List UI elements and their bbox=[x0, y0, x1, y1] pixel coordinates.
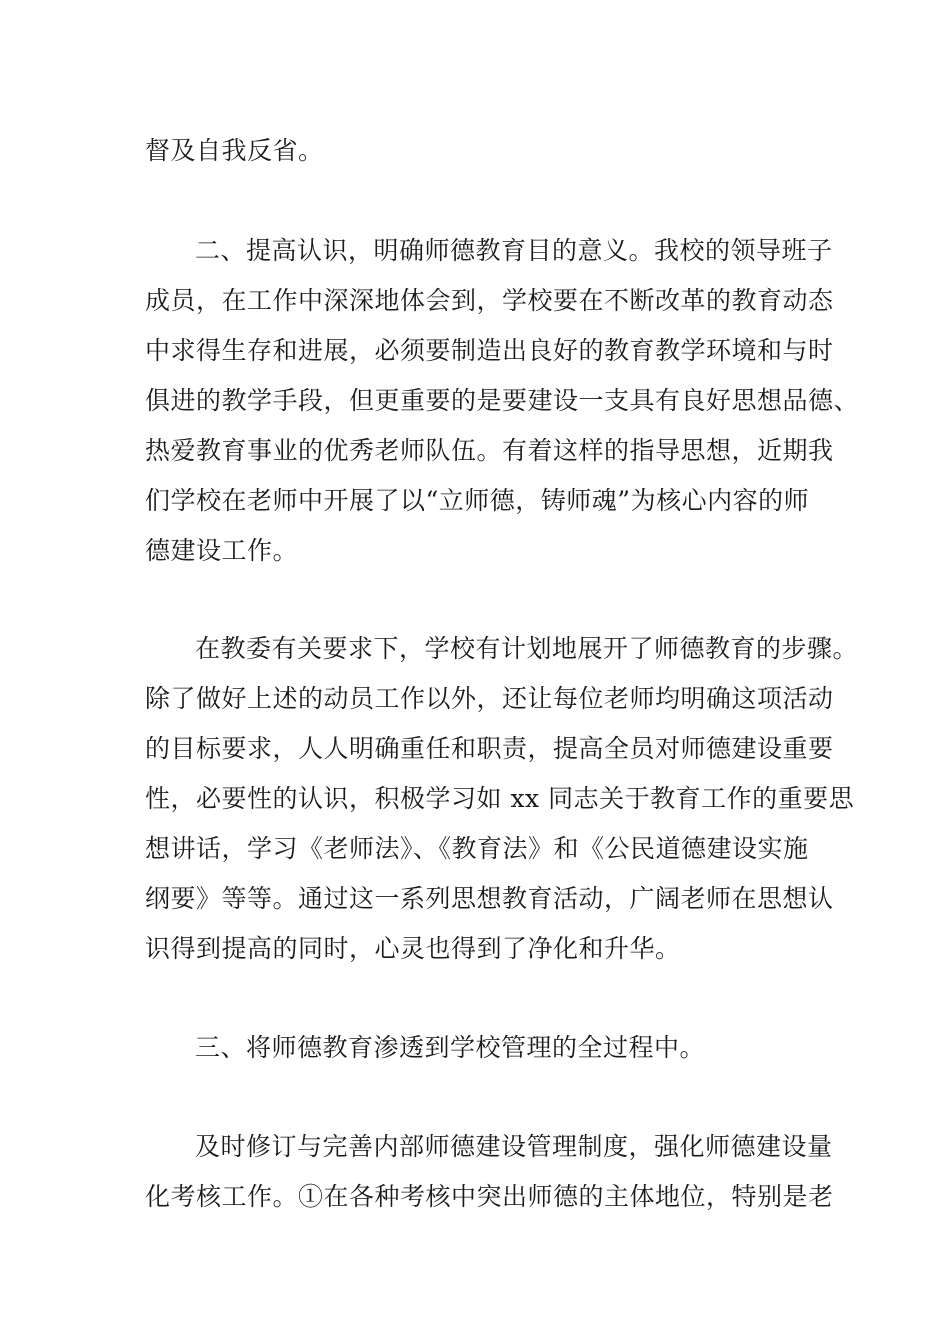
paragraph-2-line-4: 俱进的教学手段，但更重要的是要建设一支具有良好思想品德、 bbox=[145, 386, 860, 415]
paragraph-2-line-2: 成员，在工作中深深地体会到，学校要在不断改革的教育动态 bbox=[145, 286, 834, 315]
paragraph-3-line-3: 的目标要求，人人明确重任和职责，提高全员对师德建设重要 bbox=[145, 734, 834, 763]
paragraph-3-line-1: 在教委有关要求下，学校有计划地展开了师德教育的步骤。 bbox=[195, 634, 859, 663]
paragraph-2-line-5: 热爱教育事业的优秀老师队伍。有着这样的指导思想，近期我 bbox=[145, 436, 834, 465]
paragraph-3-line-7: 识得到提高的同时，心灵也得到了净化和升华。 bbox=[145, 934, 681, 963]
paragraph-3-line-2: 除了做好上述的动员工作以外，还让每位老师均明确这项活动 bbox=[145, 684, 834, 713]
paragraph-3-line-6: 纲要》等等。通过这一系列思想教育活动，广阔老师在思想认 bbox=[145, 884, 834, 913]
paragraph-5-line-2: 化考核工作。①在各种考核中突出师德的主体地位，特别是老 bbox=[145, 1182, 834, 1211]
paragraph-2-line-1: 二、提高认识，明确师德教育目的意义。我校的领导班子 bbox=[195, 236, 833, 265]
paragraph-3-line-4: 性，必要性的认识，积极学习如 xx 同志关于教育工作的重要思 bbox=[145, 784, 855, 813]
paragraph-5-line-1: 及时修订与完善内部师德建设管理制度，强化师德建设量 bbox=[195, 1132, 833, 1161]
text-line-1: 督及自我反省。 bbox=[145, 136, 324, 165]
paragraph-2-line-3: 中求得生存和进展，必须要制造出良好的教育教学环境和与时 bbox=[145, 336, 834, 365]
section-3-heading: 三、将师德教育渗透到学校管理的全过程中。 bbox=[195, 1033, 706, 1062]
paragraph-2-line-6: 们学校在老师中开展了以“立师德，铸师魂”为核心内容的师 bbox=[145, 486, 810, 515]
paragraph-3-line-5: 想讲话，学习《老师法》、《教育法》和《公民道德建设实施 bbox=[145, 834, 809, 863]
paragraph-2-line-7: 德建设工作。 bbox=[145, 536, 299, 565]
